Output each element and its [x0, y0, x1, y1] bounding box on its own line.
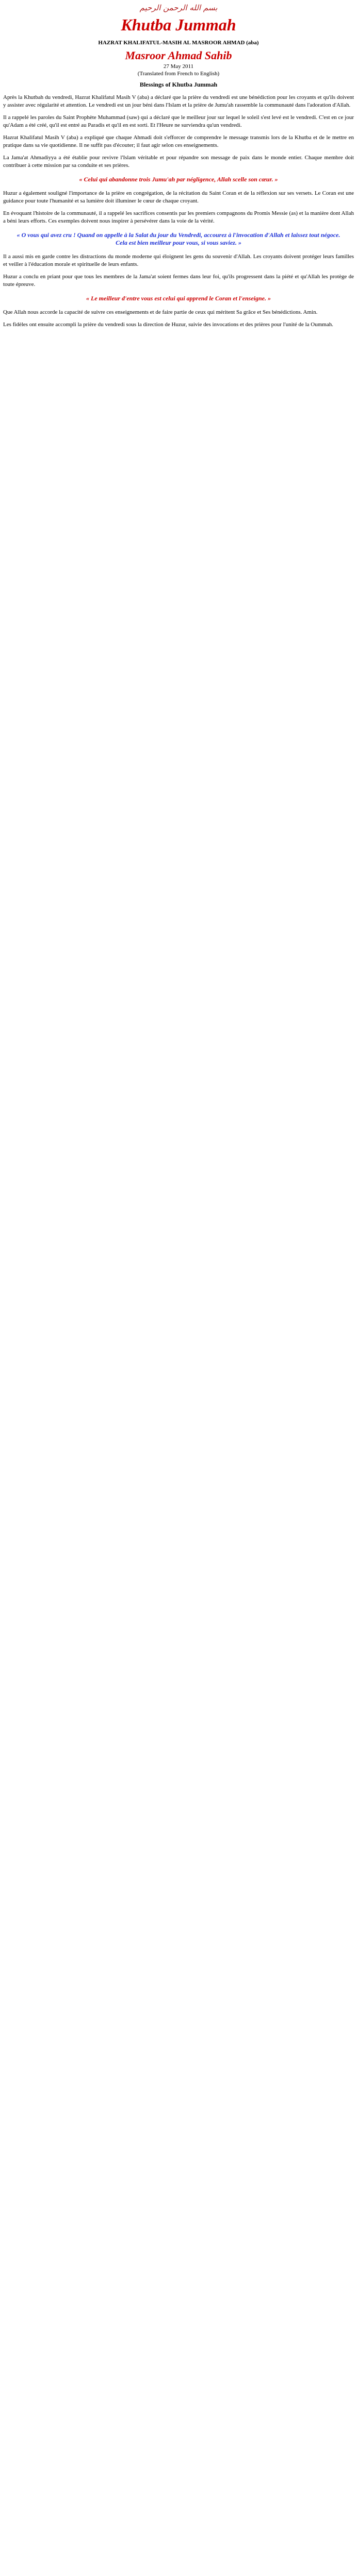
quote: « Celui qui abandonne trois Jumu'ah par négligence, Allah scelle son cœur. » [79, 176, 278, 183]
author-line: HAZRAT KHALIFATUL-MASIH AL MASROOR AHMAD (aba) [98, 40, 259, 46]
paragraph: La Jama'at Ahmadiyya a été établie pour revivre l'Islam véritable et pour répandre son message de paix dans le monde entier. Chaque membre doit contribuer à cette mission par sa conduite et ses prières. [3, 155, 354, 168]
page-title: Khutba Jummah [121, 15, 236, 34]
paragraph: Hazrat Khalifatul Masih V (aba) a expliqué que chaque Ahmadi doit s'efforcer de comprendre le message transmis lors de la Khutba et de le mettre en pratique dans sa vie quotidienne. Il ne suffit pas d'écouter; il faut agir selon ces enseignements. [3, 134, 354, 148]
closing-paragraph: Que Allah nous accorde la capacité de suivre ces enseignements et de faire partie de ceux qui méritent Sa grâce et Ses bénédictions. Amin. [3, 309, 318, 315]
paragraph: Après la Khutbah du vendredi, Hazrat Khalifatul Masih V (aba) a déclaré que la prière du vendredi est une bénédiction pour les croyants et qu'ils doivent y assister avec régularité et attention. Le vendredi est un jour béni dans l'Islam et la prière de Jumu'ah rassemble la communauté dans l'adoration d'Allah. [3, 94, 354, 108]
paragraph: Il a rappelé les paroles du Saint Prophète Muhammad (saw) qui a déclaré que le meilleur jour sur lequel le soleil s'est levé est le vendredi. C'est en ce jour qu'Adam a été créé, qu'il est entré au Paradis et qu'il en est sorti. Et l'Heure ne surviendra qu'un vendredi. [3, 114, 354, 128]
translation-note: (Translated from French to English) [137, 71, 220, 77]
paragraph: Il a aussi mis en garde contre les distractions du monde moderne qui éloignent les gens du souvenir d'Allah. Les croyants doivent protéger leurs familles et veiller à l'éducation morale et spirituelle de leurs enfants. [3, 253, 354, 267]
lecturer-line: Masroor Ahmad Sahib [125, 49, 232, 62]
document-page [0, 0, 357, 329]
date-line: 27 May 2011 [163, 63, 194, 70]
bismillah: بسم الله الرحمن الرحيم [139, 3, 218, 12]
section-heading: Blessings of Khutba Jummah [139, 81, 218, 88]
paragraph: En évoquant l'histoire de la communauté, il a rappelé les sacrifices consentis par les premiers compagnons du Promis Messie (as) et la manière dont Allah a béni leurs efforts. Ces exemples doivent nous inspirer à persévérer dans la voie de la vérité. [3, 210, 354, 224]
paragraph: Huzur a également souligné l'importance de la prière en congrégation, de la récitation du Saint Coran et de la réflexion sur ses versets. Le Coran est une guidance pour toute l'humanité et sa lumière doit illuminer le cœur de chaque croyant. [3, 190, 354, 204]
paragraph: Huzur a conclu en priant pour que tous les membres de la Jama'at soient fermes dans leur foi, qu'ils progressent dans la piété et qu'Allah les protège de toute épreuve. [3, 274, 354, 287]
closing-paragraph: Les fidèles ont ensuite accompli la prière du vendredi sous la direction de Huzur, suivie des invocations et des prières pour l'unité de la Oummah. [3, 321, 333, 328]
quote: « Le meilleur d'entre vous est celui qui apprend le Coran et l'enseigne. » [86, 295, 271, 302]
quote: « O vous qui avez cru ! Quand on appelle à la Salat du jour du Vendredi, accourez à l'invocation d'Allah et laissez tout négoce. Cela est bien meilleur pour vous, si vous saviez. » [17, 231, 340, 246]
